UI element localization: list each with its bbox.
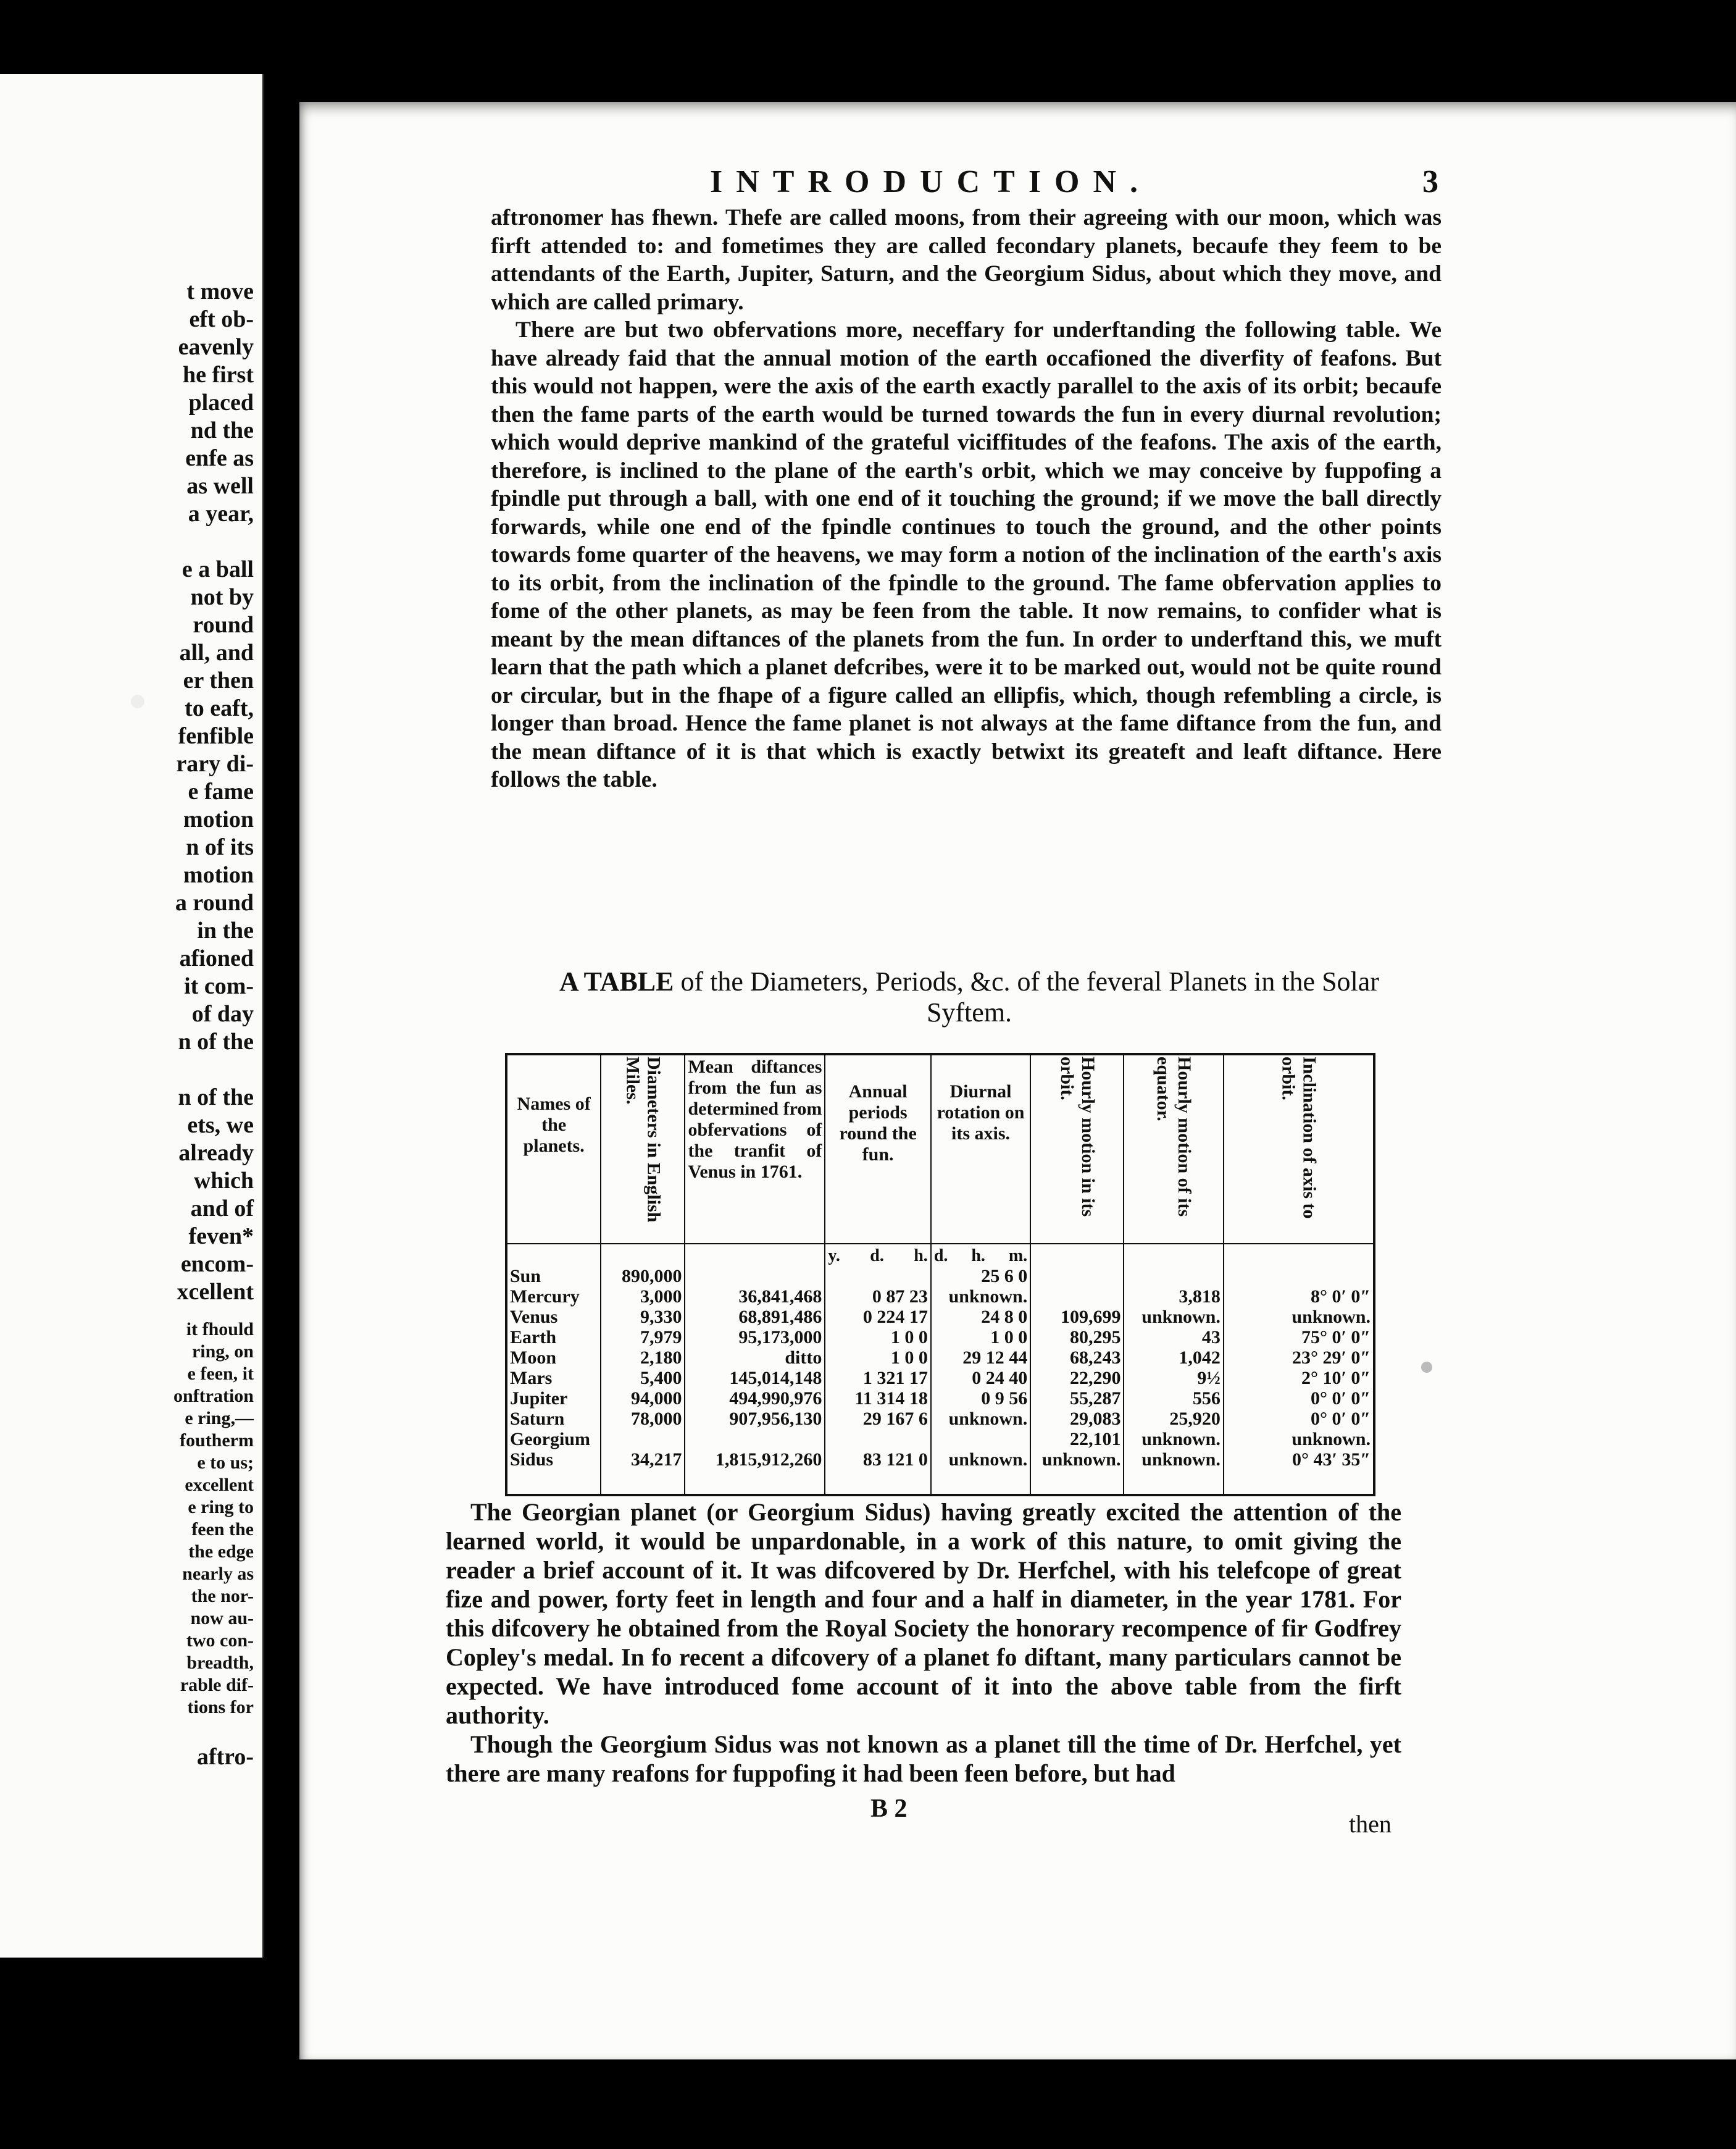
orbit-motion-column (1030, 1244, 1124, 1494)
unit-label: m. (1008, 1246, 1028, 1265)
table-cell-equator_motion: 9½ (1197, 1368, 1221, 1388)
left-line: excellent (185, 1475, 254, 1495)
left-line: eft ob- (189, 306, 254, 332)
running-header (426, 164, 1438, 201)
left-line: in the (197, 918, 254, 944)
left-line: now au- (190, 1608, 254, 1628)
left-line: e to us; (197, 1452, 254, 1473)
table-cell-periods: 83 121 0 (862, 1449, 928, 1470)
left-line: as well (186, 473, 254, 499)
left-line: nearly as (182, 1564, 254, 1584)
left-line: xcellent (177, 1279, 254, 1305)
table-cell-periods: 1 0 0 (890, 1327, 928, 1347)
table-cell-diameters: 2,180 (640, 1347, 682, 1368)
table-cell-orbit_motion: 22,101 (1069, 1429, 1121, 1449)
table-cell-names: Jupiter (510, 1388, 568, 1409)
table-cell-diameters: 9,330 (640, 1307, 682, 1327)
table-cell-names: Venus (510, 1307, 558, 1327)
table-cell-rotations: unknown. (948, 1286, 1028, 1307)
table-cell-distances: 68,891,486 (738, 1307, 822, 1327)
table-cell-periods (828, 1429, 927, 1449)
table-cell-names: Sidus (510, 1449, 554, 1470)
paragraph-axis-inclination: There are but two obfervations more, neceffary for underftanding the following table. We have already faid that the annual motion of the earth occafioned the diverfity of feafons. But this would not happen, were the axis of the earth exactly parallel to the axis of its orbit; becaufe then the fame parts of the earth would be turned towards the fun in every diurnal revolution; which would deprive mankind of the grateful viciffitudes of the feafons. The axis of the earth, therefore, is inclined to the plane of the earth's orbit, which we may conceive by fuppofing a fpindle put through a ball, with one end of it touching the ground; if we move the ball directly forwards, while one end of the fpindle continues to touch the ground, and the other points towards fome quarter of the heavens, we may form a notion of the inclination of the earth's axis to its orbit, from the inclination of the fpindle to the ground. The fame obfervation applies to fome of the other planets, as may be feen from the table. It now remains, to confider what is meant by the mean diftances of the planets from the fun. In order to underftand this, we muft learn that the path which a planet defcribes, were it to be marked out, would not be quite round or circular, but in the fhape of a figure called an ellipfis, which, though refembling a circle, is longer than broad. Hence the fame planet is not always at the fame diftance from the fun, and the mean diftance of it is that which is exactly betwixt its greateft and leaft diftance. Here follows the table. (491, 317, 1442, 792)
table-title-rest: of the Diameters, Periods, &c. of the feveral Planets in the Solar Syftem. (674, 966, 1379, 1028)
table-cell-inclination: 75° 0′ 0″ (1301, 1327, 1371, 1347)
table-cell-equator_motion: unknown. (1141, 1307, 1221, 1327)
left-line: rable dif- (180, 1675, 254, 1695)
header-diameters: Diameters in English Miles. (601, 1055, 685, 1244)
left-line: foutherm (180, 1430, 254, 1451)
table-cell-orbit_motion (1033, 1286, 1120, 1307)
left-line: rary di- (176, 751, 254, 777)
table-cell-names: Mercury (510, 1286, 580, 1307)
table-cell-equator_motion: 25,920 (1169, 1409, 1221, 1429)
left-line: ets, we (187, 1112, 254, 1138)
table-cell-inclination: 0° 43′ 35″ (1292, 1449, 1371, 1470)
left-line: n of the (178, 1029, 254, 1055)
left-line: motion (183, 862, 254, 888)
left-line: which (193, 1168, 254, 1194)
bottom-text (446, 1498, 1401, 1788)
table-cell-diameters: 34,217 (630, 1449, 682, 1470)
unit-label: d. (933, 1246, 948, 1265)
table-cell-diameters: 3,000 (640, 1286, 682, 1307)
left-line: not by (190, 584, 254, 610)
header-rotation: Diurnal rotation on its axis. (931, 1055, 1030, 1244)
table-cell-inclination: 0° 0′ 0″ (1310, 1409, 1371, 1429)
table-cell-equator_motion: 43 (1201, 1327, 1221, 1347)
left-line: a round (175, 890, 254, 916)
table-cell-diameters (604, 1429, 682, 1449)
table-cell-orbit_motion: 55,287 (1069, 1388, 1121, 1409)
table-cell-distances (688, 1429, 822, 1449)
table-cell-diameters: 890,000 (621, 1266, 682, 1286)
header-orbit-motion: Hourly motion in its orbit. (1030, 1055, 1124, 1244)
table-title-lead: A TABLE (559, 966, 674, 997)
table-cell-rotations: 24 8 0 (981, 1307, 1028, 1327)
period-units (828, 1246, 927, 1266)
table-cell-distances: 95,173,000 (738, 1327, 822, 1347)
left-line: motion (183, 806, 254, 832)
left-line: nd the (190, 417, 254, 443)
left-page-text-fragments (56, 278, 254, 1771)
left-line: it com- (184, 973, 254, 999)
left-line: placed (188, 390, 254, 416)
table-cell-names: Sun (510, 1266, 541, 1286)
page-edge-mark (1421, 1362, 1432, 1373)
table-cell-periods: 11 314 18 (854, 1388, 928, 1409)
table-cell-inclination: 2° 10′ 0″ (1301, 1368, 1371, 1388)
table-cell-orbit_motion: unknown. (1041, 1449, 1121, 1470)
table-cell-equator_motion: unknown. (1141, 1449, 1221, 1470)
table-cell-periods: 0 224 17 (862, 1307, 928, 1327)
rotation-column (931, 1244, 1030, 1494)
header-inclination: Inclination of axis to orbit. (1224, 1055, 1373, 1244)
table-cell-inclination: 0° 0′ 0″ (1310, 1388, 1371, 1409)
names-column (507, 1244, 601, 1494)
left-line: to eaft, (185, 695, 254, 721)
table-cell-periods: 1 321 17 (862, 1368, 928, 1388)
table-cell-periods (828, 1266, 927, 1286)
left-line: he first (182, 362, 254, 388)
left-line: two con- (186, 1630, 254, 1651)
table-cell-names: Earth (510, 1327, 556, 1347)
table-cell-equator_motion: unknown. (1141, 1429, 1221, 1449)
table-cell-rotations: 1 0 0 (990, 1327, 1028, 1347)
left-line: the edge (188, 1541, 254, 1562)
unit-label: h. (914, 1246, 928, 1265)
left-line: round (193, 612, 254, 638)
table-cell-inclination: unknown. (1292, 1307, 1371, 1327)
header-equator-motion: Hourly motion of its equator. (1124, 1055, 1223, 1244)
planets-table (507, 1055, 1373, 1494)
table-cell-rotations: unknown. (948, 1409, 1028, 1429)
table-cell-rotations: 0 9 56 (981, 1388, 1028, 1409)
left-line: feven* (188, 1223, 254, 1249)
signature-mark: B 2 (870, 1795, 908, 1823)
left-line: afioned (179, 945, 254, 971)
table-cell-distances (688, 1266, 822, 1286)
table-cell-inclination: 8° 0′ 0″ (1310, 1286, 1371, 1307)
table-cell-periods: 29 167 6 (862, 1409, 928, 1429)
table-cell-distances: 145,014,148 (729, 1368, 822, 1388)
table-cell-diameters: 7,979 (640, 1327, 682, 1347)
periods-column (825, 1244, 930, 1494)
header-distances: Mean diftances from the fun as determined from obfervations of the tranfit of Venus in 1761. (685, 1055, 825, 1244)
left-line: e ring,— (185, 1408, 254, 1428)
table-cell-names: Georgium (510, 1429, 590, 1449)
table-cell-periods: 1 0 0 (890, 1347, 928, 1368)
table-cell-equator_motion: 3,818 (1179, 1286, 1221, 1307)
table-cell-rotations: 0 24 40 (972, 1368, 1028, 1388)
left-line: encom- (180, 1251, 254, 1277)
left-line: already (178, 1140, 254, 1166)
planets-table-frame (505, 1053, 1375, 1496)
left-line: enfe as (185, 445, 254, 471)
table-cell-periods: 0 87 23 (872, 1286, 928, 1307)
left-line: and of (190, 1196, 254, 1221)
table-cell-names: Moon (510, 1347, 556, 1368)
left-line: ring, on (191, 1341, 254, 1362)
left-line: e a ball (182, 556, 254, 582)
paragraph-moons: aftronomer has fhewn. Thefe are called moons, from their agreeing with our moon, which was firft attended to: and fometimes they are called fecondary planets, becaufe they feem to be attendants of the Earth, Jupiter, Saturn, and the Georgium Sidus, about which they move, and which are called primary. (491, 205, 1442, 315)
table-cell-orbit_motion: 68,243 (1069, 1347, 1121, 1368)
table-cell-rotations: 29 12 44 (962, 1347, 1028, 1368)
gutter-mark (131, 695, 144, 708)
table-cell-distances: ditto (785, 1347, 822, 1368)
table-cell-diameters: 78,000 (630, 1409, 682, 1429)
left-line: fenfible (178, 723, 254, 749)
table-cell-orbit_motion: 80,295 (1069, 1327, 1121, 1347)
table-cell-names: Saturn (510, 1409, 565, 1429)
catchword: then (1349, 1810, 1392, 1838)
left-line: er then (183, 668, 254, 693)
table-cell-names: Mars (510, 1368, 553, 1388)
paragraph-georgium-sidus: Though the Georgium Sidus was not known as a planet till the time of Dr. Herfchel, yet there are many reafons for fuppofing it had been feen before, but had (446, 1730, 1401, 1787)
left-line: t move (186, 279, 254, 304)
table-cell-diameters: 5,400 (640, 1368, 682, 1388)
unit-label: h. (971, 1246, 985, 1265)
header-periods: Annual periods round the fun. (825, 1055, 930, 1244)
left-line (56, 528, 254, 556)
table-row (507, 1244, 1373, 1494)
left-line: the nor- (191, 1586, 254, 1606)
left-line: all, and (179, 640, 254, 666)
unit-label: d. (870, 1246, 884, 1265)
table-cell-orbit_motion: 22,290 (1069, 1368, 1121, 1388)
left-line: it fhould (186, 1319, 254, 1339)
left-line (56, 1056, 254, 1084)
table-cell-inclination: unknown. (1292, 1429, 1371, 1449)
paragraph-georgian-planet: The Georgian planet (or Georgium Sidus) having greatly excited the attention of the learned world, it would be unpardonable, in a work of this nature, to omit giving the reader a brief account of it. It was difcovered by Dr. Herfchel, with his telefcope of great fize and power, forty feet in length and four and a half in diameter, in the year 1781. For this difcovery he obtained from the Royal Society the honorary recompence of fir Godfrey Copley's medal. In fo recent a difcovery of a planet fo diftant, many particulars cannot be expected. We have introduced fome account of it into the above table from the firft authority. (446, 1498, 1401, 1729)
left-line: n of the (178, 1084, 254, 1110)
left-line: e feen, it (187, 1364, 254, 1384)
table-cell-diameters: 94,000 (630, 1388, 682, 1409)
table-cell-orbit_motion: 29,083 (1069, 1409, 1121, 1429)
body-text (491, 204, 1442, 794)
unit-label: y. (828, 1246, 840, 1265)
left-line: e fame (188, 779, 254, 805)
table-title (537, 966, 1401, 1028)
left-line: eavenly (178, 334, 254, 360)
left-line: e ring to (188, 1497, 254, 1517)
running-title: INTRODUCTION. (710, 164, 1152, 199)
distances-column (685, 1244, 825, 1494)
table-cell-inclination: 23° 29′ 0″ (1292, 1347, 1371, 1368)
table-cell-equator_motion: 556 (1192, 1388, 1221, 1409)
table-cell-distances: 494,990,976 (729, 1388, 822, 1409)
table-cell-equator_motion (1127, 1266, 1220, 1286)
equator-motion-column (1124, 1244, 1223, 1494)
left-line: feen the (191, 1519, 254, 1539)
table-cell-rotations (934, 1429, 1027, 1449)
left-line: n of its (186, 834, 254, 860)
header-names: Names of the planets. (507, 1055, 601, 1244)
left-line: tions for (187, 1697, 254, 1717)
left-line: breadth, (186, 1653, 254, 1673)
table-cell-inclination (1227, 1266, 1371, 1286)
left-line: of day (191, 1001, 254, 1027)
page-number: 3 (1422, 164, 1438, 199)
rotation-units (934, 1246, 1027, 1266)
table-cell-rotations: 25 6 0 (981, 1266, 1028, 1286)
table-cell-orbit_motion (1033, 1266, 1120, 1286)
left-line: a year, (188, 501, 254, 527)
table-cell-rotations: unknown. (948, 1449, 1028, 1470)
table-cell-distances: 1,815,912,260 (715, 1449, 822, 1470)
table-cell-orbit_motion: 109,699 (1060, 1307, 1121, 1327)
left-line: onftration (173, 1386, 254, 1406)
table-cell-distances: 907,956,130 (729, 1409, 822, 1429)
left-catchword: aftro- (196, 1744, 254, 1770)
table-cell-distances: 36,841,468 (738, 1286, 822, 1307)
table-cell-equator_motion: 1,042 (1179, 1347, 1221, 1368)
left-facing-page (0, 74, 264, 1958)
inclination-column (1224, 1244, 1373, 1494)
diameters-column (601, 1244, 685, 1494)
